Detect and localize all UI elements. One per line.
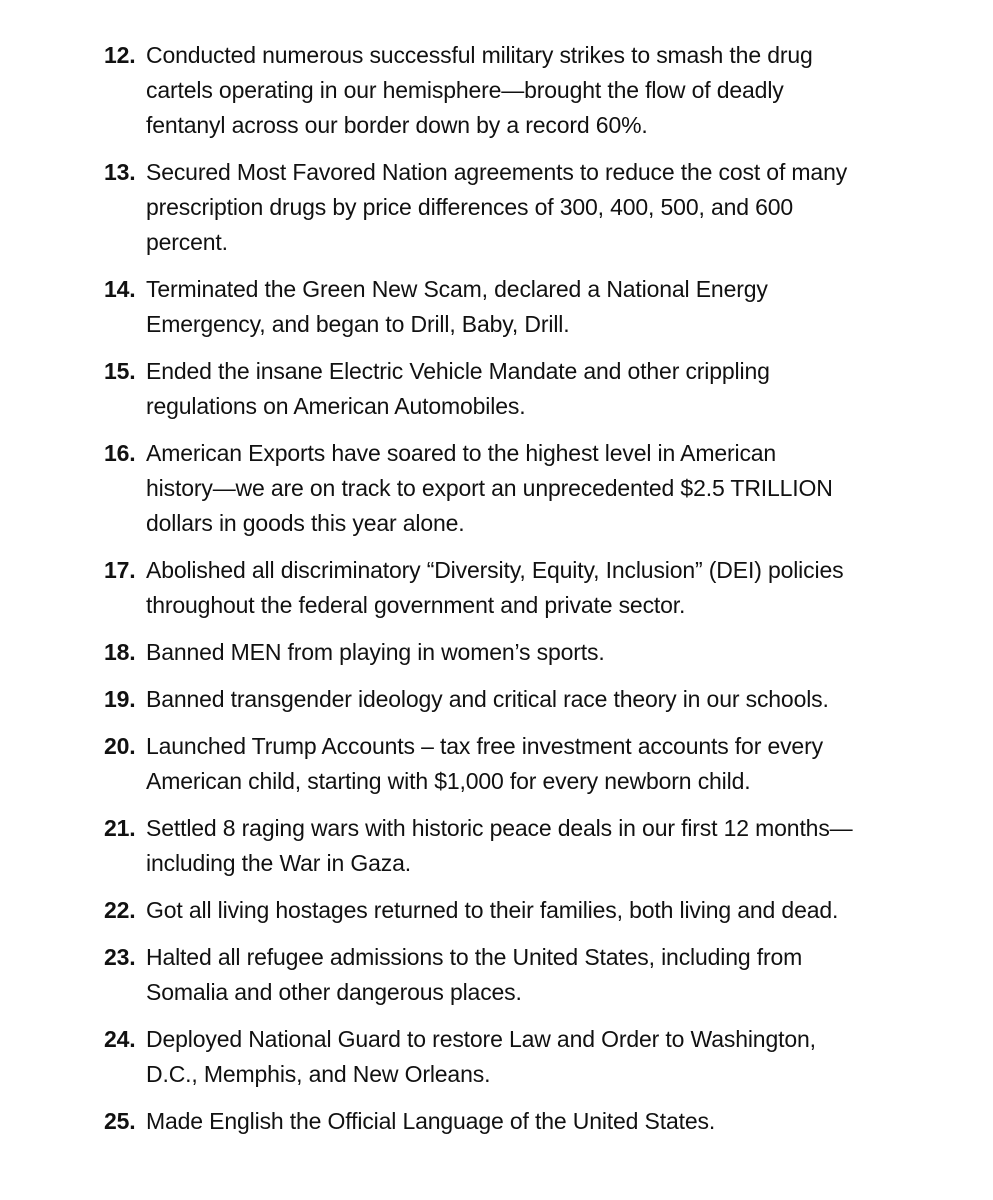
- item-text: [146, 729, 964, 799]
- list-item-16: [104, 436, 964, 541]
- list-item-25: [104, 1104, 964, 1139]
- item-text: [146, 811, 964, 881]
- item-text-line: percent.: [146, 229, 228, 255]
- item-text: [146, 1022, 964, 1092]
- item-text-line: Terminated the Green New Scam, declared a National Energy: [146, 276, 768, 302]
- item-text-line: Banned MEN from playing in women’s sports.: [146, 639, 605, 665]
- list-item-13: [104, 155, 964, 260]
- item-text-line: history—we are on track to export an unprecedented $2.5 TRILLION: [146, 475, 833, 501]
- list-item-20: [104, 729, 964, 799]
- item-text-line: Emergency, and began to Drill, Baby, Drill.: [146, 311, 570, 337]
- item-text-line: dollars in goods this year alone.: [146, 510, 465, 536]
- item-text-line: Halted all refugee admissions to the United States, including from: [146, 944, 803, 970]
- list-item-21: [104, 811, 964, 881]
- item-number: 12.: [104, 42, 136, 68]
- item-number: 16.: [104, 440, 136, 466]
- item-text: [146, 38, 964, 143]
- item-text: [146, 354, 964, 424]
- numbered-list: [104, 38, 964, 1151]
- item-number: 14.: [104, 276, 136, 302]
- item-text-line: prescription drugs by price differences of 300, 400, 500, and 600: [146, 194, 794, 220]
- item-number: 17.: [104, 557, 136, 583]
- item-number: 20.: [104, 733, 136, 759]
- item-text-line: Ended the insane Electric Vehicle Mandate and other crippling: [146, 358, 770, 384]
- item-text-line: American child, starting with $1,000 for every newborn child.: [146, 768, 751, 794]
- item-number: 21.: [104, 815, 136, 841]
- item-text: [146, 635, 964, 670]
- item-text-line: D.C., Memphis, and New Orleans.: [146, 1061, 491, 1087]
- item-text: [146, 272, 964, 342]
- item-text-line: fentanyl across our border down by a record 60%.: [146, 112, 648, 138]
- list-item-24: [104, 1022, 964, 1092]
- item-text-line: Banned transgender ideology and critical race theory in our schools.: [146, 686, 829, 712]
- item-number: 13.: [104, 159, 136, 185]
- list-item-15: [104, 354, 964, 424]
- list-item-18: [104, 635, 964, 670]
- item-number: 24.: [104, 1026, 136, 1052]
- item-text-line: Got all living hostages returned to their families, both living and dead.: [146, 897, 839, 923]
- item-text-line: Abolished all discriminatory “Diversity, Equity, Inclusion” (DEI) policies: [146, 557, 844, 583]
- item-text: [146, 436, 964, 541]
- item-number: 22.: [104, 897, 136, 923]
- item-text-line: Conducted numerous successful military strikes to smash the drug: [146, 42, 813, 68]
- item-text: [146, 155, 964, 260]
- item-text: [146, 893, 964, 928]
- item-text-line: cartels operating in our hemisphere—brought the flow of deadly: [146, 77, 784, 103]
- item-text-line: Secured Most Favored Nation agreements to reduce the cost of many: [146, 159, 848, 185]
- item-number: 15.: [104, 358, 136, 384]
- item-text: [146, 940, 964, 1010]
- item-text-line: including the War in Gaza.: [146, 850, 411, 876]
- item-number: 19.: [104, 686, 136, 712]
- item-text-line: Launched Trump Accounts – tax free investment accounts for every: [146, 733, 823, 759]
- item-text-line: Settled 8 raging wars with historic peace deals in our first 12 months—: [146, 815, 853, 841]
- item-text: [146, 553, 964, 623]
- list-item-14: [104, 272, 964, 342]
- list-item-12: [104, 38, 964, 143]
- item-number: 23.: [104, 944, 136, 970]
- item-text: [146, 1104, 964, 1139]
- item-text-line: Made English the Official Language of the United States.: [146, 1108, 716, 1134]
- item-text-line: American Exports have soared to the highest level in American: [146, 440, 777, 466]
- list-item-22: [104, 893, 964, 928]
- list-item-23: [104, 940, 964, 1010]
- item-text-line: Somalia and other dangerous places.: [146, 979, 522, 1005]
- item-text: [146, 682, 964, 717]
- list-item-17: [104, 553, 964, 623]
- item-text-line: Deployed National Guard to restore Law and Order to Washington,: [146, 1026, 816, 1052]
- item-number: 25.: [104, 1108, 136, 1134]
- item-number: 18.: [104, 639, 136, 665]
- item-text-line: regulations on American Automobiles.: [146, 393, 526, 419]
- list-item-19: [104, 682, 964, 717]
- item-text-line: throughout the federal government and private sector.: [146, 592, 686, 618]
